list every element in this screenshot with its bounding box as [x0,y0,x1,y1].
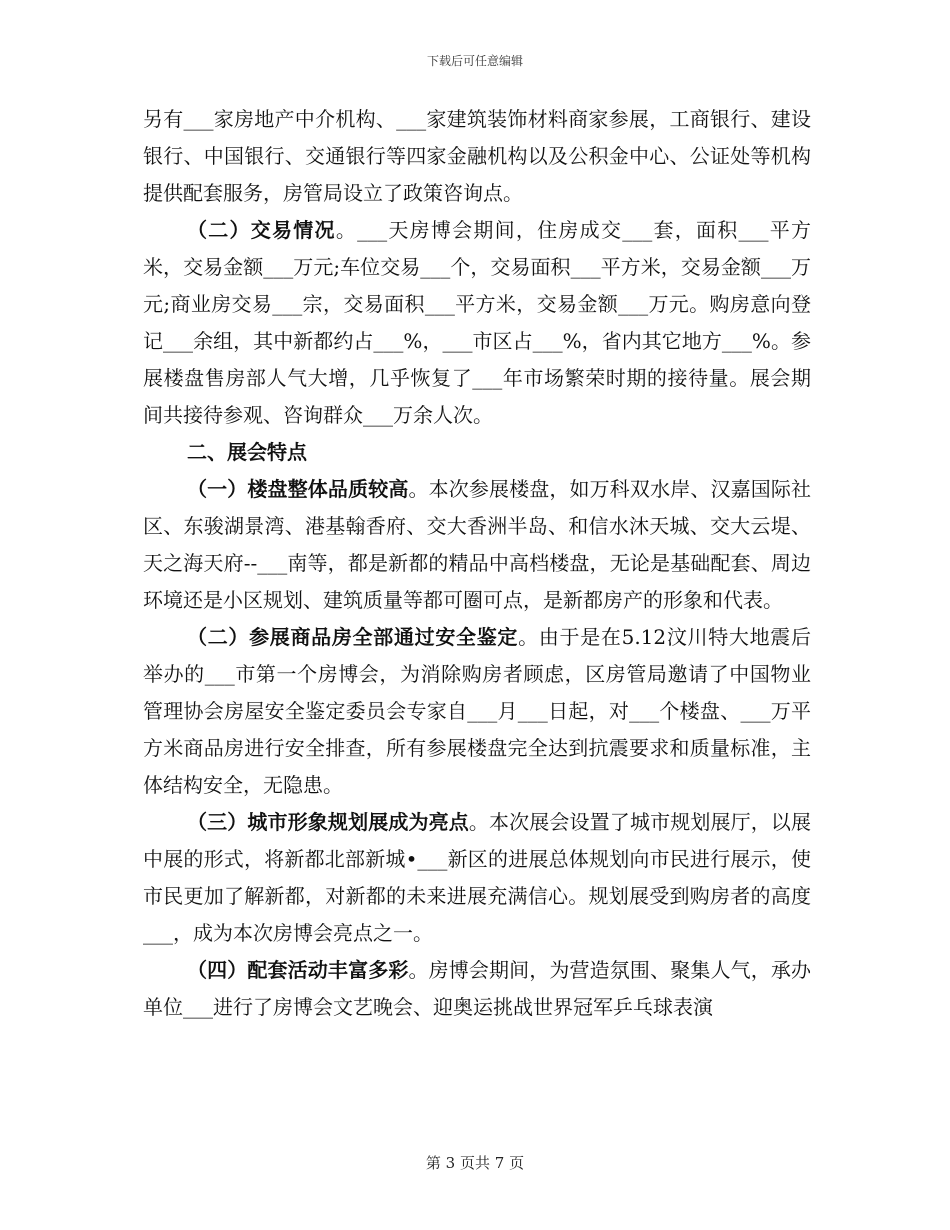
paragraph-text: 。由于是在5.12汶川特大地震后举办的___市第一个房博会，为消除购房者顾虑，区房管局邀请了中国物业管理协会房屋安全鉴定委员会专家自___月___日起，对___个楼盘、___万平方米商品房进行安全排查，所有参展楼盘完全达到抗震要求和质量标准，主体结构安全，无隐患。 [143,625,811,797]
paragraph-text: 。本次展会设置了城市规划展厅，以展中展的形式，将新都北部新城•___新区的进展总体规划向市民进行展示，使市民更加了解新都，对新都的未来进展充满信心。规划展受到购房者的高度___，成为本次房博会亮点之一。 [143,810,812,945]
section-heading: （二）参展商品房全部通过安全鉴定 [187,625,519,649]
section-heading: （四）配套活动丰富多彩 [187,958,409,982]
section-heading: （二）交易情况 [187,218,336,242]
page-number: 第 3 页共 7 页 [425,1154,525,1172]
paragraph-safety [143,619,811,804]
paragraph-activities [143,952,811,1026]
section-heading: （三）城市形象规划展成为亮点 [187,810,469,834]
paragraph-text: 。___天房博会期间，住房成交___套，面积___平方米，交易金额___万元;车位交易___个，交易面积___平方米，交易金额___万元;商业房交易___宗，交易面积___平方米，交易金额___万元。购房意向登记___余组，其中新都约占___%，___市区占___%，省内其它地方___%。参展楼盘售房部人气大增，几乎恢复了___年市场繁荣时期的接待量。展会期间共接待参观、咨询群众___万余人次。 [143,218,812,427]
paragraph-features-heading [143,434,811,471]
paragraph-exhibitors [143,101,811,212]
page-header: 下载后可任意编辑 [426,54,523,68]
paragraph-text: 另有___家房地产中介机构、___家建筑装饰材料商家参展，工商银行、建设银行、中国银行、交通银行等四家金融机构以及公积金中心、公证处等机构提供配套服务，房管局设立了政策咨询点。 [143,107,811,205]
paragraph-quality [143,471,811,619]
paragraph-text: 。本次参展楼盘，如万科双水岸、汉嘉国际社区、东骏湖景湾、港基翰香府、交大香洲半岛、和信水沐天城、交大云堤、天之海天府--___南等，都是新都的精品中高档楼盘，无论是基础配套、周边环境还是小区规划、建筑质量等都可圈可点，是新都房产的形象和代表。 [143,477,812,612]
paragraph-text: 。房博会期间，为营造氛围、聚集人气，承办单位___进行了房博会文艺晚会、迎奥运挑战世界冠军乒乓球表演 [143,958,812,1019]
paragraph-transactions [143,212,811,434]
section-heading: 二、展会特点 [187,440,307,464]
section-heading: （一）楼盘整体品质较高 [187,477,409,501]
document-body [143,101,811,1026]
paragraph-city-planning [143,804,811,952]
